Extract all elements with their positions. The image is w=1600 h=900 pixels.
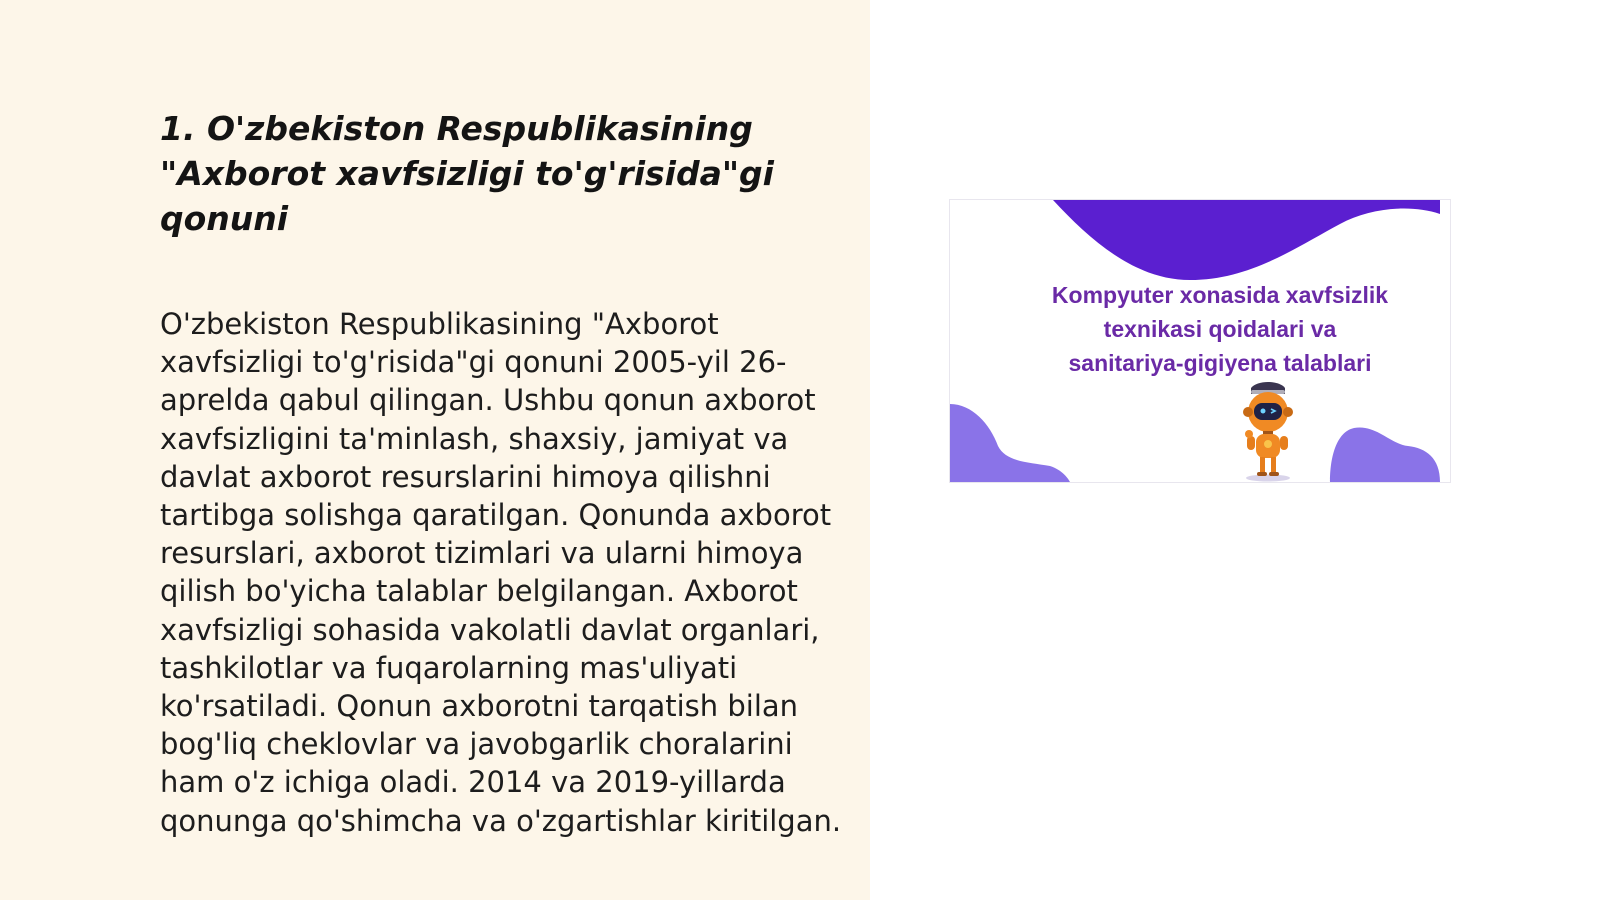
slide-heading: 1. O'zbekiston Respublikasining "Axborot xavfsizligi to'g'risida"gi qonuni [160,109,774,238]
illustration-title-line-2: texnikasi qoidalari va [1103,316,1337,342]
bottom-left-blob [950,404,1070,482]
robot-mascot-icon [1233,378,1303,482]
illustration-title [1020,278,1420,380]
slide-body-text: O'zbekiston Respublikasining "Axborot xavfsizligi to'g'risida"gi qonuni 2005-yil 26-aprelda qabul qilingan. Ushbu qonun axborot xavfsizligini ta'minlash, shaxsiy, jamiyat va davlat axborot resurslarini himoya qilishni tartibga solishga qaratilgan. Qonunda axborot resurslari, axborot tizimlari va ularni himoya qilish bo'yicha talablar belgilangan. Axborot xavfsizligi sohasida vakolatli davlat organlari, tashkilotlar va fuqarolarning mas'uliyati ko'rsatiladi. Qonun axborotni tarqatish bilan bog'liq cheklovlar va javobgarlik choralarini ham o'z ichiga oladi. 2014 va 2019-yillarda qonunga qo'shimcha va o'zgartishlar kiritilgan. [160,307,842,838]
top-wave-shape [1053,200,1440,280]
illustration-title-line-1: Kompyuter xonasida xavfsizlik [1051,282,1389,308]
illustration-title-line-3: sanitariya-gigiyena talablari [1068,350,1372,376]
bottom-right-blob [1330,427,1440,482]
illustration-image [950,200,1450,482]
